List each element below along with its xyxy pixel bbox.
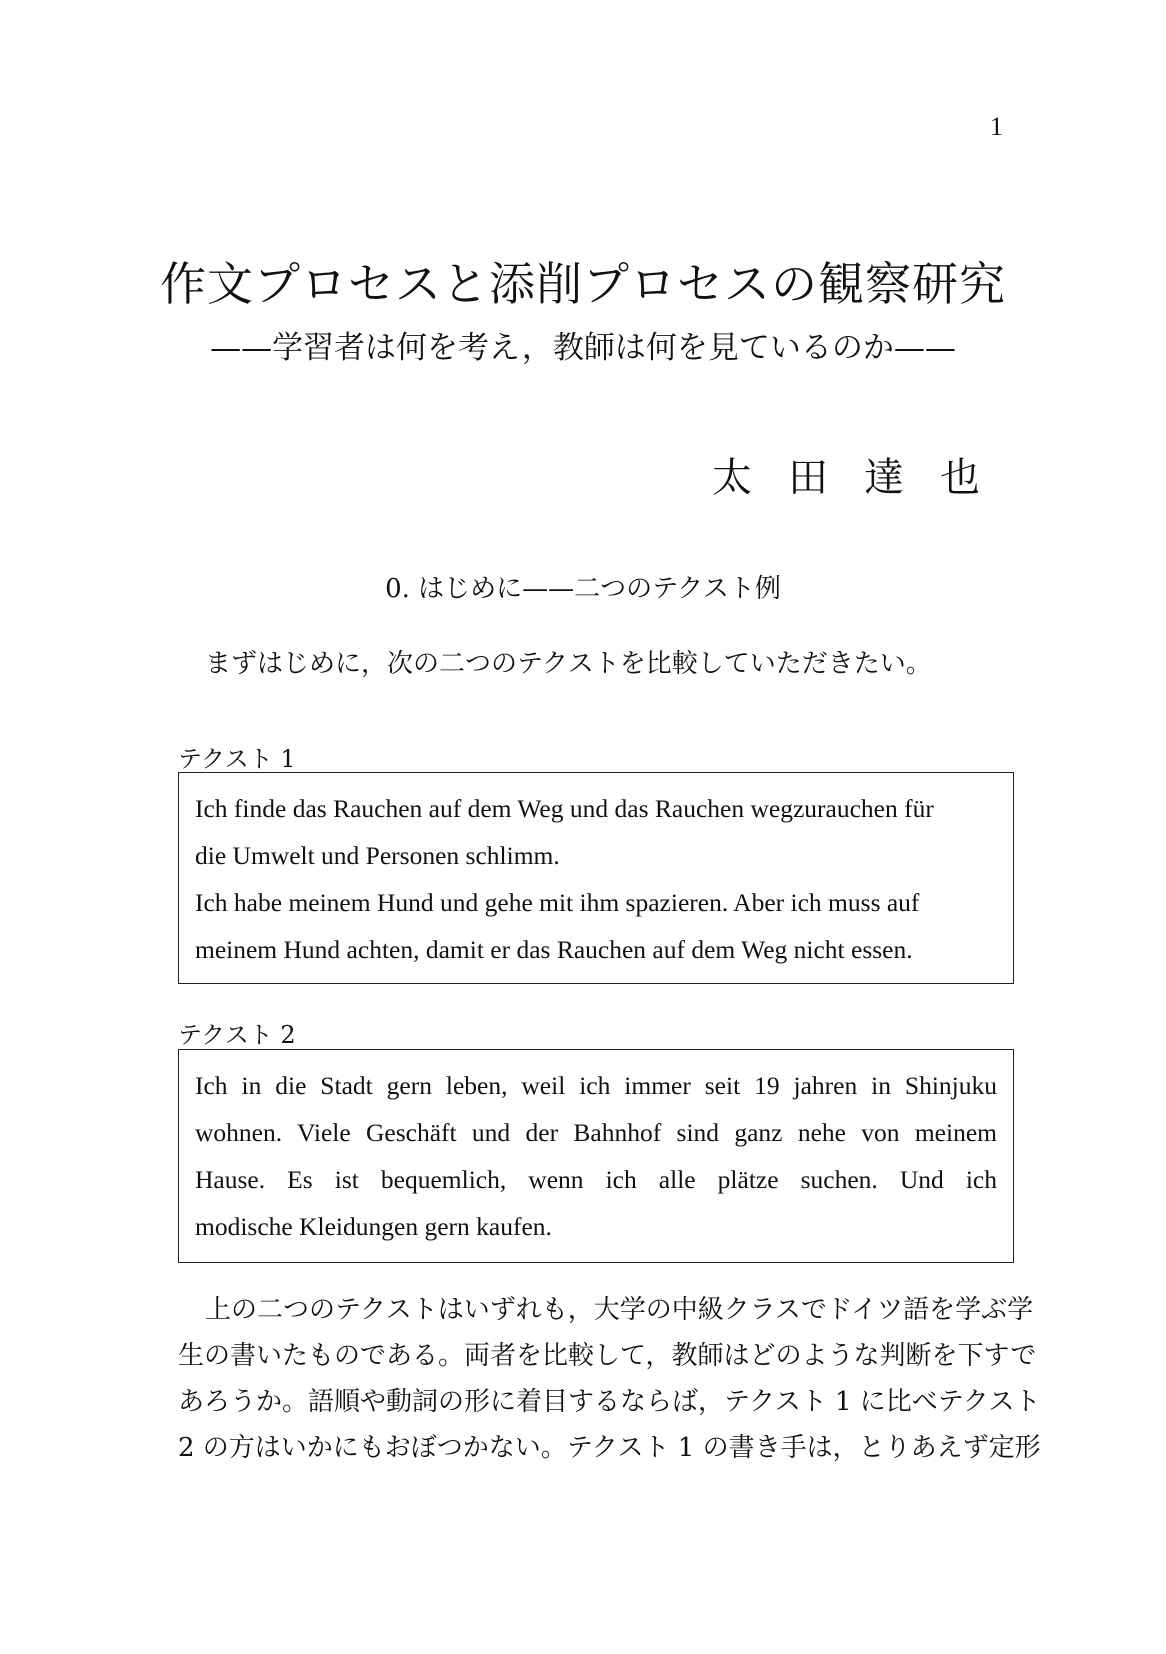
section-heading: 0. はじめに——二つのテクスト例 — [385, 574, 781, 604]
page-number: 1 — [990, 112, 1003, 141]
body-line: 2 の方はいかにもおぼつかない。テクスト 1 の書き手は，とりあえず定形 — [178, 1433, 1041, 1463]
paper-subtitle: ——学習者は何を考え，教師は何を見ているのか—— — [210, 330, 956, 366]
body-line: 生の書いたものである。両者を比較して，教師はどのような判断を下すで — [178, 1341, 1037, 1371]
text-1-line: die Umwelt und Personen schlimm. — [195, 841, 560, 870]
body-line: あろうか。語順や動詞の形に着目するならば，テクスト 1 に比べテクスト — [178, 1387, 1041, 1417]
text-2-line: Ich in die Stadt gern leben, weil ich immer seit 19 jahren in Shinjuku — [195, 1071, 997, 1100]
intro-paragraph: まずはじめに，次の二つのテクストを比較していただきたい。 — [205, 649, 932, 679]
text-2-line: modische Kleidungen gern kaufen. — [195, 1212, 552, 1241]
paper-title: 作文プロセスと添削プロセスの観察研究 — [160, 257, 1006, 311]
text-1-line: Ich habe meinem Hund und gehe mit ihm spazieren. Aber ich muss auf — [195, 888, 920, 917]
text-2-line: Hause. Es ist bequemlich, wenn ich alle plätze suchen. Und ich — [195, 1165, 997, 1194]
body-line: 上の二つのテクストはいずれも，大学の中級クラスでドイツ語を学ぶ学 — [205, 1295, 1034, 1325]
author-name: 太田達也 — [712, 455, 1016, 501]
text-2-box — [178, 1049, 1014, 1263]
body-paragraph — [178, 1287, 1041, 1471]
text-2-line: wohnen. Viele Geschäft und der Bahnhof sind ganz nehe von meinem — [195, 1118, 997, 1147]
text-2-label: テクスト 2 — [178, 1021, 296, 1049]
text-1-line: Ich finde das Rauchen auf dem Weg und das Rauchen wegzurauchen für — [195, 794, 934, 823]
text-1-line: meinem Hund achten, damit er das Rauchen auf dem Weg nicht essen. — [195, 935, 913, 964]
text-1-label: テクスト 1 — [178, 745, 296, 773]
text-1-box — [178, 772, 1014, 984]
